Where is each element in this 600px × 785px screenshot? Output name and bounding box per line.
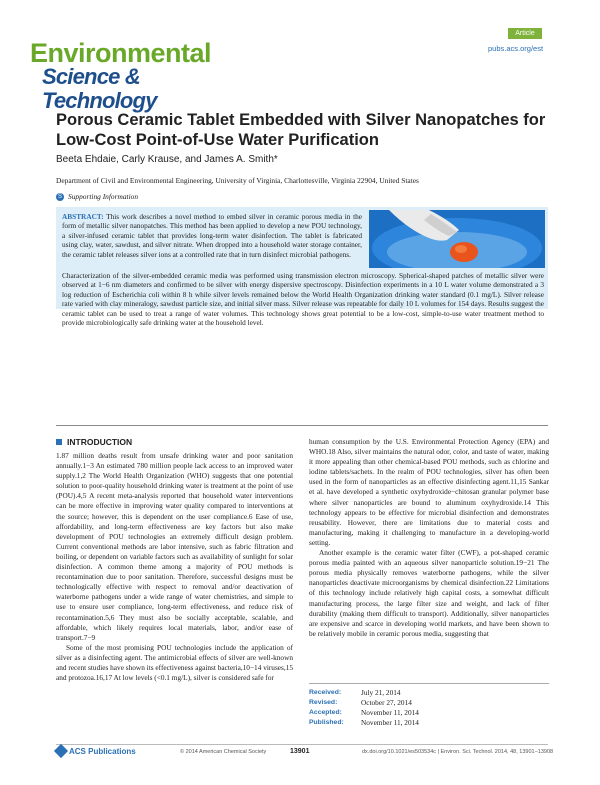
date-value: November 11, 2014: [361, 718, 419, 727]
affiliation: Department of Civil and Environmental Engineering, University of Virginia, Charlottesville, Virginia 22904, United States: [56, 176, 419, 185]
abstract-body-1: This work describes a novel method to embed silver in ceramic porous media in the form of metallic silver nanopatches. This method has been applied to develop a new POU technology, a silver-infused ceramic tablet that provides long-term water disinfection. The tablet is fabricated using clay, water, sawdust, and silver nitrate. When dropped into a household water storage container, the ceramic tablet releases silver ions at a controlled rate that in turn disinfect microbial pathogens.: [62, 212, 362, 259]
column-right: [309, 437, 549, 639]
journal-url-link[interactable]: pubs.acs.org/est: [488, 44, 544, 53]
supporting-info-link[interactable]: [56, 192, 138, 201]
publication-dates: [309, 683, 549, 728]
date-row: [309, 708, 549, 718]
date-value: October 27, 2014: [361, 698, 412, 707]
logo-line2: Science & Technology: [42, 64, 157, 113]
column-left: [56, 451, 293, 683]
intro-heading: [56, 437, 132, 447]
date-value: November 11, 2014: [361, 708, 419, 717]
section-divider: [56, 425, 548, 426]
article-title: Porous Ceramic Tablet Embedded with Silver Nanopatches for Low-Cost Point-of-Use Water Purification: [56, 111, 546, 149]
intro-paragraph-4: Another example is the ceramic water filter (CWF), a pot-shaped ceramic porous media painted with an aqueous silver nanoparticle solution.19−21 The porous media physically removes waterborne pathogens, while the silver nanoparticles deactivate microorganisms by chemical disinfection.22 Limitations of this technology include relatively high capital costs, a somewhat difficult manufacturing process, the large filter size and weight, and lack of filter durability (making them difficult to transport). Additionally, silver nanoparticles are expensive and scarce in developing world markets, and have been shown to be relatively mobile in ceramic porous media, suggesting that: [309, 548, 549, 638]
date-label: Published:: [309, 719, 344, 726]
intro-paragraph-1: 1.87 million deaths result from unsafe drinking water and poor sanitation annually.1−3 An estimated 780 million people lack access to an improved water supply.1,2 The World Health Organization (WHO) suggests that one potential solution to poor-quality household drinking water is treatment at the point of use (POU).4,5 A recent meta-analysis reported that household water interventions can be more effective in improving water quality compared to interventions at the source; however, this is dependent on the user compliance.6 Ease of use, affordability, and long-term effectiveness are key factors but also make development of POU technologies an extremely difficult design problem. Current conventional methods are labor intensive, such as fabric filtration and boiling, or dependent on variable factors such as availability of sunlight for solar disinfection. A common theme among a majority of POU methods is recontamination due to poor sanitation. Therefore, successful designs must be technologically effective with respect to removal and/or deactivation of waterborne pathogens under a wide range of water chemistries, and simple to use to ensure user compliance, long-term effectiveness, and reduce risk of recontamination.5,6 They must also be socially acceptable, scalable, and affordable, which likely requires local materials, labor, and/or ease of transport.7−9: [56, 451, 293, 642]
page-number: 13901: [290, 748, 310, 755]
date-row: [309, 688, 549, 698]
section-bullet-icon: [56, 439, 62, 445]
copyright: © 2014 American Chemical Society: [180, 749, 267, 755]
intro-heading-text: INTRODUCTION: [67, 437, 133, 447]
authors: Beeta Ehdaie, Carly Krause, and James A. Smith*: [56, 154, 278, 165]
intro-paragraph-2: Some of the most promising POU technologies include the application of silver as a disinfecting agent. The antimicrobial effects of silver are well-known and recent studies have shown its effectiveness against bacteria,10−14 viruses,15 and protozoa.16,17 At low levels (<0.1 mg/L), silver is considered safe for: [56, 642, 293, 683]
abstract-text-part2: Characterization of the silver-embedded ceramic media was performed using transmission electron microscopy. Spherical-shaped patches of metallic silver were observed at 1−6 nm diameters and confirmed to be silver with energy dispersive spectroscopy. Disinfection experiments in a 10 L water volume demonstrated a 3 log reduction of Escherichia coli within 8 h while silver levels remained below the World Health Organization drinking water standard (0.1 mg/L). Silver release rate varied with clay mineralogy, sawdust particle size, and initial silver mass. Silver release was repeatable for daily 10 L volumes for 154 days. Results suggest the ceramic tablet can be used to treat a range of water volumes. This technology shows great potential to be a low-cost, simple-to-use water treatment method to provide microbiologically safe drinking water at the household level.: [62, 271, 544, 328]
abstract-text-part1: [62, 212, 362, 259]
date-row: [309, 698, 549, 708]
date-label: Revised:: [309, 699, 338, 706]
date-value: July 21, 2014: [361, 688, 401, 697]
article-badge: Article: [508, 28, 542, 39]
date-label: Received:: [309, 689, 342, 696]
acs-publications-logo[interactable]: [56, 746, 136, 756]
journal-logo: [30, 38, 220, 113]
logo-line1: Environmental: [30, 38, 212, 68]
doi-link[interactable]: dx.doi.org/10.1021/es503534c | Environ. Sci. Technol. 2014, 48, 13901−13908: [362, 749, 554, 755]
supporting-info-label: Supporting Information: [68, 192, 139, 201]
abstract-label: ABSTRACT:: [62, 212, 104, 221]
toc-graphic-svg: [369, 210, 545, 268]
info-icon: S: [57, 193, 62, 200]
acs-hex-icon: [54, 744, 68, 758]
date-label: Accepted:: [309, 709, 342, 716]
intro-paragraph-3: human consumption by the U.S. Environmental Protection Agency (EPA) and WHO.18 Also, silver maintains the natural odor, color, and taste of water, making it more appealing than other chemical-based POU methods, such as chlorine and iodine tablets/sachets. In the realm of POU technologies, silver has often been used in the form of nanoparticles as an effective disinfecting agent.11,15 Sankar et al. have developed a synthetic oxyhydroxide−chitosan granular polymer base where silver nanoparticles are bound to aluminum oxyhydroxide.14 This technology appears to be effective for microbial disinfection and demonstrates reusability. However, there are limitations due to material costs and manufacturing, making it challenging to manufacture in a developing-world setting.: [309, 437, 549, 547]
date-row: [309, 718, 549, 728]
toc-graphic-photo: [369, 210, 545, 268]
publisher-name: ACS Publications: [69, 746, 136, 756]
